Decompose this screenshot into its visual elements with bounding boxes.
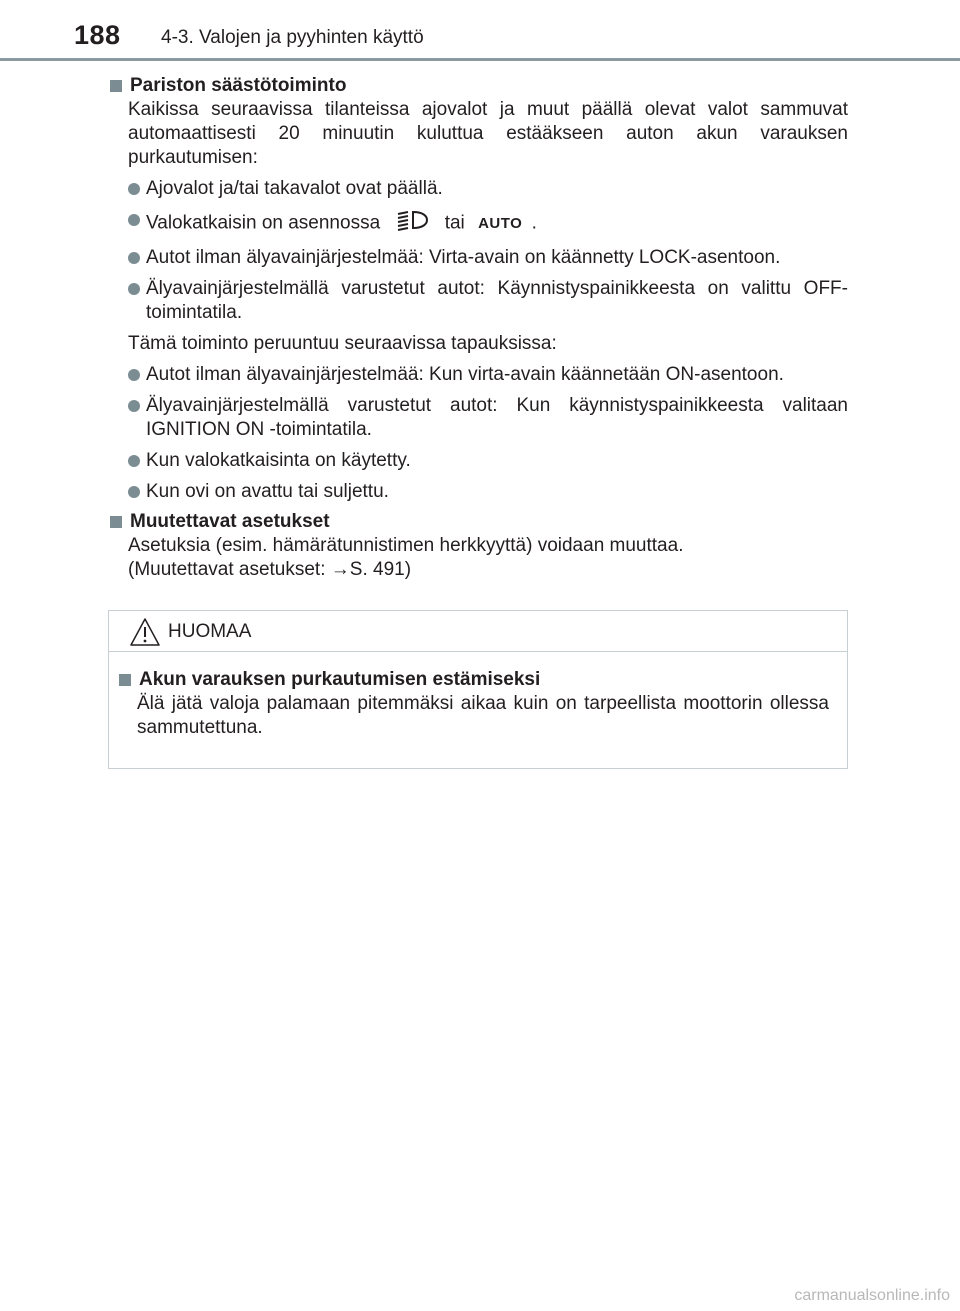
notice-box xyxy=(108,610,848,769)
list-item-text: Älyavainjärjestelmällä varustetut autot: Kun käynnistyspainikkeesta valitaan IGNITION ON -toimintatila. xyxy=(146,395,848,440)
circle-bullet-icon xyxy=(128,283,140,295)
section-title: Pariston säästötoiminto xyxy=(130,75,347,96)
list-item xyxy=(128,177,848,201)
list-item xyxy=(128,394,848,442)
switch-text-before: Valokatkaisin on asennossa xyxy=(146,212,381,234)
list-item-text: Autot ilman älyavainjärjestelmää: Virta-avain on käännetty LOCK-asentoon. xyxy=(146,247,781,268)
list-item-text: Autot ilman älyavainjärjestelmää: Kun virta-avain käännetään ON-asentoon. xyxy=(146,364,784,385)
watermark: carmanualsonline.info xyxy=(794,1287,950,1304)
list-item-text xyxy=(146,208,848,239)
cancel-intro: Tämä toiminto peruuntuu seuraavissa tapauksissa: xyxy=(128,333,557,354)
switch-text-after: . xyxy=(531,212,537,234)
warning-triangle-icon xyxy=(129,617,161,652)
circle-bullet-icon xyxy=(128,455,140,467)
circle-bullet-icon xyxy=(128,486,140,498)
notice-body xyxy=(109,652,847,740)
header-rule xyxy=(0,58,960,61)
switch-text-middle: tai xyxy=(444,212,465,234)
intro-paragraph: Kaikissa seuraavissa tilanteissa ajovalot ja muut päällä olevat valot sammuvat automaattisesti 20 minuutin kuluttua estääkseen auton akun varauksen purkautumisen: xyxy=(128,99,848,168)
settings-reference: (Muutettavat asetukset: →S. 491) xyxy=(128,559,412,580)
circle-bullet-icon xyxy=(128,183,140,195)
circle-bullet-icon xyxy=(128,369,140,381)
list-item-text: Ajovalot ja/tai takavalot ovat päällä. xyxy=(146,178,443,199)
circle-bullet-icon xyxy=(128,400,140,412)
circle-bullet-icon xyxy=(128,214,140,226)
list-item-text: Kun ovi on avattu tai suljettu. xyxy=(146,481,389,502)
notice-heading xyxy=(117,668,829,692)
square-bullet-icon xyxy=(119,674,131,686)
list-item xyxy=(128,246,848,270)
section-heading xyxy=(108,510,848,534)
notice-label: HUOMAA xyxy=(168,621,252,642)
section-heading xyxy=(108,74,848,98)
notice-header xyxy=(109,611,847,652)
list-item xyxy=(128,480,848,504)
chapter-title: 4-3. Valojen ja pyyhinten käyttö xyxy=(161,27,424,48)
list-item-text: Älyavainjärjestelmällä varustetut autot: Käynnistyspainikkeesta on valittu OFF-toimintatila. xyxy=(146,278,848,323)
headlight-icon xyxy=(393,208,431,239)
notice-text: Älä jätä valoja palamaan pitemmäksi aikaa kuin on tarpeellista moottorin ollessa sammutettuna. xyxy=(137,693,829,738)
main-content xyxy=(108,72,848,582)
settings-line: Asetuksia (esim. hämärätunnistimen herkkyyttä) voidaan muuttaa. xyxy=(128,535,684,556)
auto-mode-icon: AUTO xyxy=(478,214,523,232)
list-item xyxy=(128,277,848,325)
page-header xyxy=(0,0,960,62)
page-number: 188 xyxy=(74,20,121,50)
square-bullet-icon xyxy=(110,80,122,92)
section-title: Muutettavat asetukset xyxy=(130,511,330,532)
notice-title: Akun varauksen purkautumisen estämiseksi xyxy=(139,669,541,690)
list-item-text: Kun valokatkaisinta on käytetty. xyxy=(146,450,411,471)
list-item-switch xyxy=(128,208,848,239)
circle-bullet-icon xyxy=(128,252,140,264)
list-item xyxy=(128,363,848,387)
square-bullet-icon xyxy=(110,516,122,528)
list-item xyxy=(128,449,848,473)
